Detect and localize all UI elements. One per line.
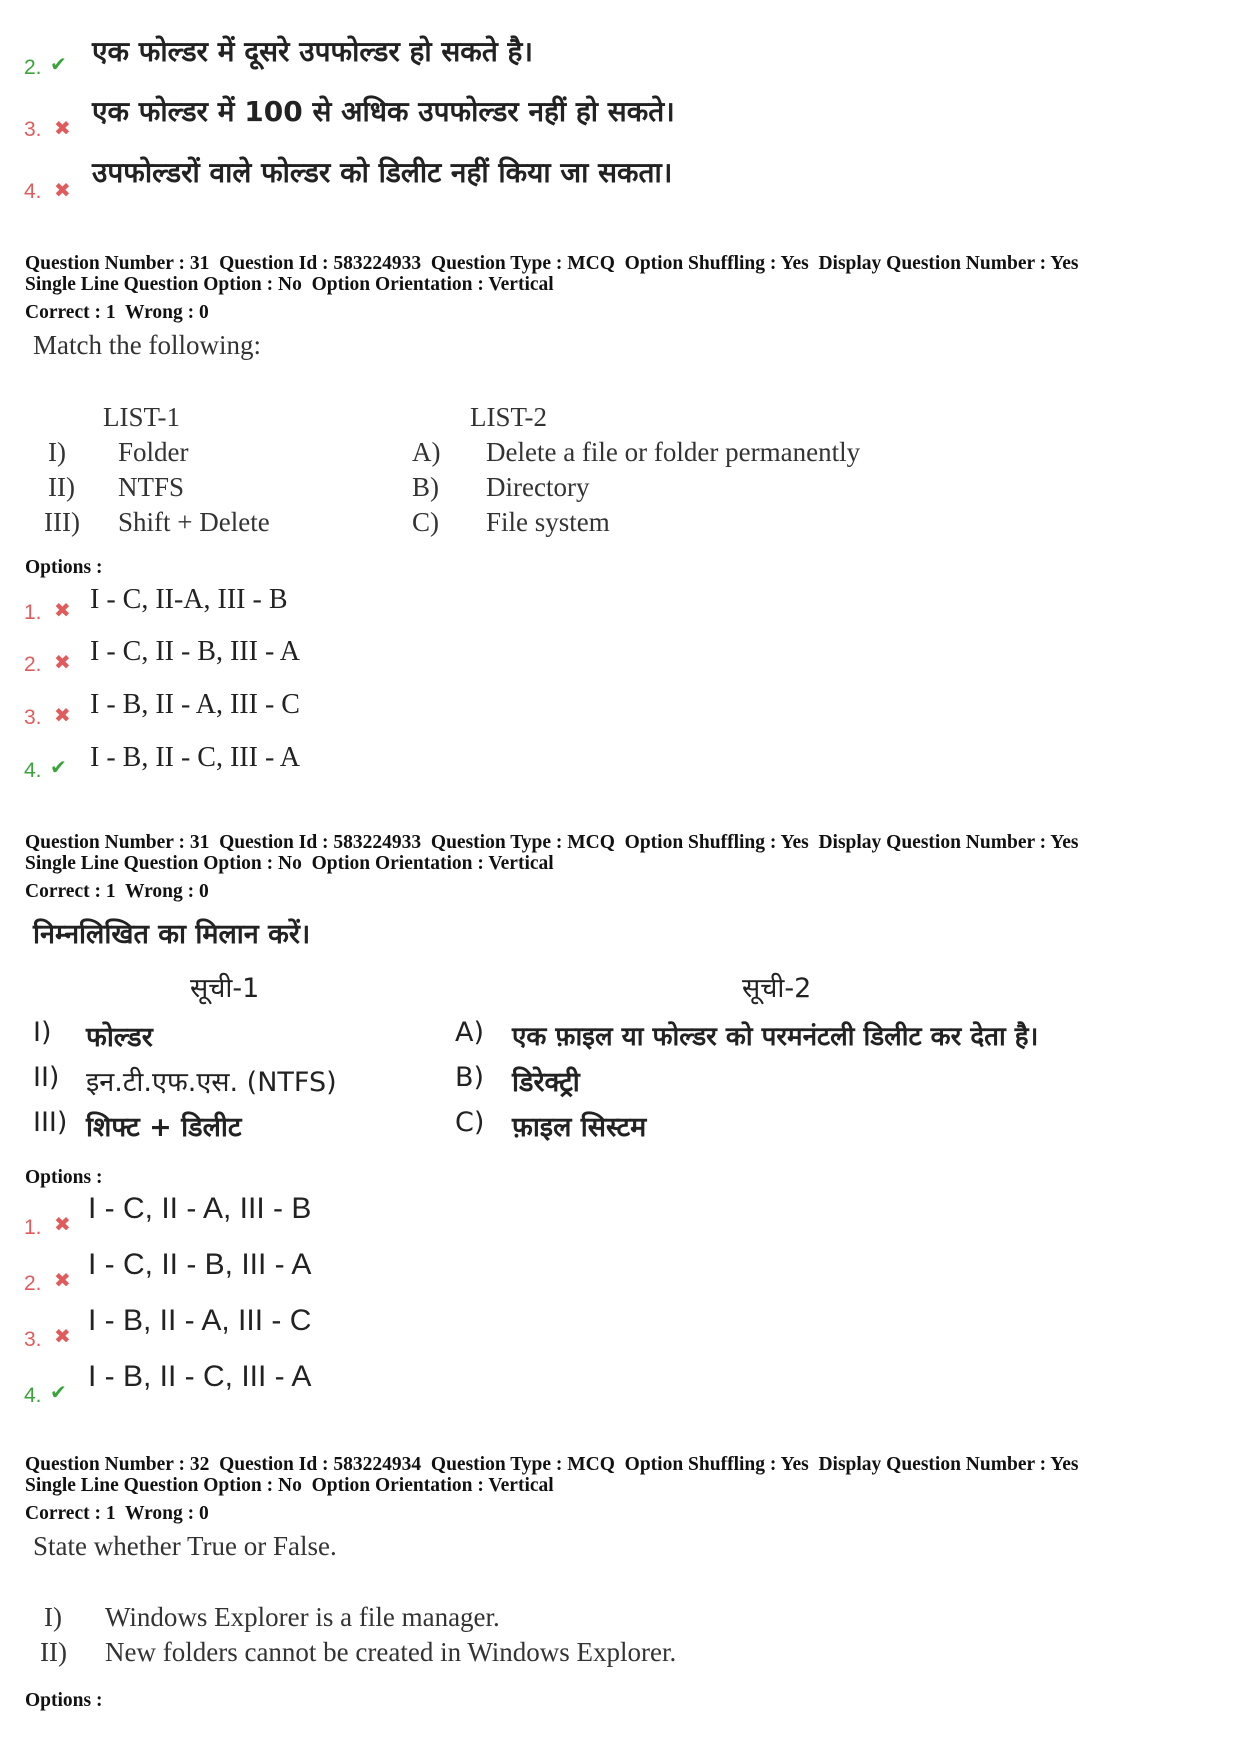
check-icon: ✔ [50, 755, 67, 779]
list2-header: सूची-2 [742, 973, 812, 1004]
option-number: 2. [24, 653, 42, 676]
question-prompt: Match the following: [33, 330, 261, 360]
list2-header: LIST-2 [470, 402, 548, 432]
list1-key: II) [48, 472, 75, 502]
question-marks: Correct : 1 Wrong : 0 [25, 1503, 209, 1524]
list1-key: III) [44, 507, 80, 537]
option-number: 3. [24, 1328, 42, 1351]
option-text: I - B, II - A, III - C [90, 689, 300, 720]
list1-header: LIST-1 [103, 402, 181, 432]
options-label: Options : [25, 1167, 103, 1188]
cross-icon: ✖ [54, 703, 71, 727]
cross-icon: ✖ [54, 116, 71, 140]
option-number: 3. [24, 706, 42, 729]
list1-item: Shift + Delete [118, 507, 270, 537]
list2-key: B) [455, 1062, 485, 1093]
list2-item: फ़ाइल सिस्टम [512, 1112, 647, 1143]
options-label: Options : [25, 1690, 103, 1711]
statement-text: New folders cannot be created in Windows Explorer. [105, 1637, 677, 1667]
list1-key: I) [48, 437, 66, 467]
option-number: 3. [24, 118, 42, 141]
question-meta-line2: Single Line Question Option : No Option Orientation : Vertical [25, 853, 554, 874]
check-icon: ✔ [50, 1380, 67, 1404]
list1-key: I) [33, 1017, 52, 1048]
cross-icon: ✖ [54, 1324, 71, 1348]
option-text: I - C, II-A, III - B [90, 584, 288, 615]
question-meta-line2: Single Line Question Option : No Option Orientation : Vertical [25, 1475, 554, 1496]
question-meta-line1: Question Number : 31 Question Id : 583224933 Question Type : MCQ Option Shuffling : Yes Display Question Number : Yes [25, 253, 1079, 274]
option-text: I - C, II - B, III - A [88, 1248, 312, 1281]
cross-icon: ✖ [54, 178, 71, 202]
cross-icon: ✖ [54, 1212, 71, 1236]
list2-item: एक फ़ाइल या फोल्डर को परमनंटली डिलीट कर देता है। [512, 1022, 1039, 1052]
list1-item: इन.टी.एफ.एस. (NTFS) [86, 1067, 337, 1098]
list2-item: डिरेक्ट्री [512, 1067, 580, 1098]
cross-icon: ✖ [54, 598, 71, 622]
option-number: 2. [24, 56, 42, 79]
option-text: I - C, II - B, III - A [90, 636, 300, 667]
list2-key: C) [412, 507, 439, 537]
statement-key: II) [40, 1637, 67, 1667]
option-text: एक फोल्डर में 100 से अधिक उपफोल्डर नहीं हो सकते। [92, 95, 675, 128]
option-text: उपफोल्डरों वाले फोल्डर को डिलीट नहीं किया जा सकता। [92, 156, 673, 189]
option-text: I - B, II - C, III - A [88, 1360, 312, 1393]
option-number: 1. [24, 601, 42, 624]
statement-text: Windows Explorer is a file manager. [105, 1602, 500, 1632]
option-text: I - B, II - A, III - C [88, 1304, 312, 1337]
list2-key: C) [455, 1107, 485, 1138]
option-text: I - C, II - A, III - B [88, 1192, 312, 1225]
question-marks: Correct : 1 Wrong : 0 [25, 881, 209, 902]
option-number: 2. [24, 1272, 42, 1295]
list2-key: B) [412, 472, 439, 502]
option-text: I - B, II - C, III - A [90, 742, 300, 773]
option-text: एक फोल्डर में दूसरे उपफोल्डर हो सकते है। [92, 35, 534, 68]
question-prompt: State whether True or False. [33, 1531, 337, 1561]
list1-key: III) [33, 1107, 68, 1138]
list1-item: फोल्डर [86, 1022, 153, 1053]
cross-icon: ✖ [54, 650, 71, 674]
question-meta-line1: Question Number : 31 Question Id : 583224933 Question Type : MCQ Option Shuffling : Yes Display Question Number : Yes [25, 832, 1079, 853]
list1-item: शिफ्ट + डिलीट [86, 1112, 242, 1143]
list1-key: II) [33, 1062, 60, 1093]
list2-item: Directory [486, 472, 590, 502]
list2-key: A) [412, 437, 441, 467]
check-icon: ✔ [50, 52, 67, 76]
question-meta-line2: Single Line Question Option : No Option Orientation : Vertical [25, 274, 554, 295]
option-number: 4. [24, 1384, 42, 1407]
option-number: 4. [24, 180, 42, 203]
options-label: Options : [25, 557, 103, 578]
option-number: 1. [24, 1216, 42, 1239]
list2-key: A) [455, 1017, 485, 1048]
cross-icon: ✖ [54, 1268, 71, 1292]
list1-header: सूची-1 [190, 973, 260, 1004]
list1-item: NTFS [118, 472, 185, 502]
question-meta-line1: Question Number : 32 Question Id : 583224934 Question Type : MCQ Option Shuffling : Yes Display Question Number : Yes [25, 1454, 1079, 1475]
list2-item: File system [486, 507, 610, 537]
question-prompt: निम्नलिखित का मिलान करें। [33, 919, 311, 950]
statement-key: I) [44, 1602, 62, 1632]
list2-item: Delete a file or folder permanently [486, 437, 861, 467]
question-marks: Correct : 1 Wrong : 0 [25, 302, 209, 323]
list1-item: Folder [118, 437, 189, 467]
option-number: 4. [24, 759, 42, 782]
